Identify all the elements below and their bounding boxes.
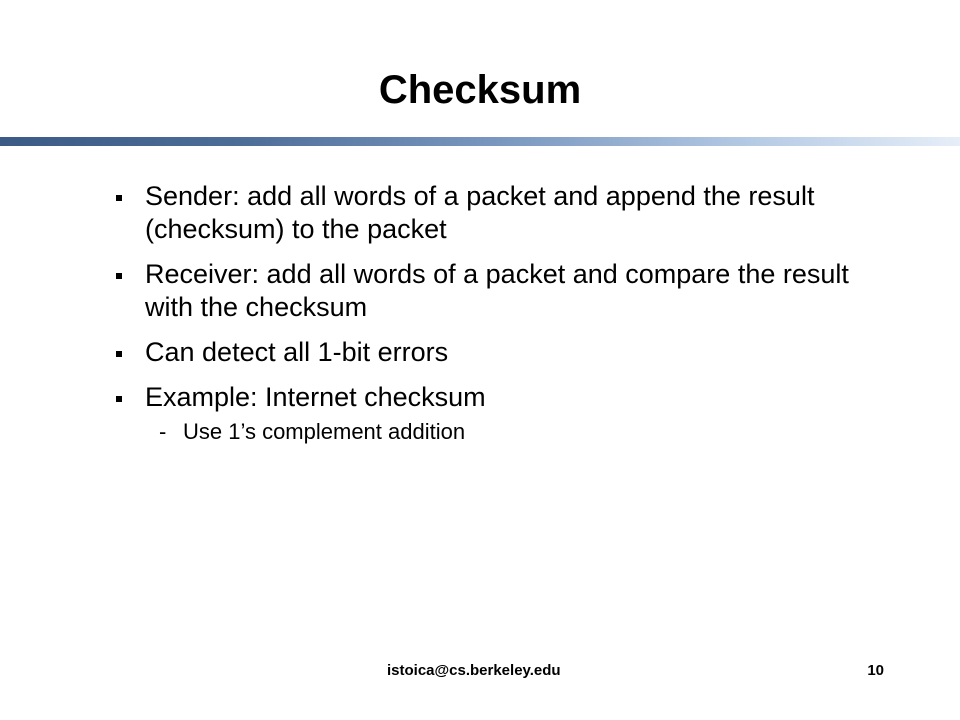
bullet-item: [116, 381, 856, 414]
bullet-text: Sender: add all words of a packet and append the result (checksum) to the packet: [145, 181, 815, 244]
dash-bullet-icon: -: [159, 419, 167, 444]
square-bullet-icon: [116, 351, 122, 357]
bullet-list: [116, 180, 856, 446]
bullet-item: [116, 180, 856, 246]
bullet-text: Can detect all 1-bit errors: [145, 337, 449, 367]
bullet-text: Receiver: add all words of a packet and compare the result with the checksum: [145, 259, 849, 322]
square-bullet-icon: [116, 396, 122, 402]
sub-bullet-text: Use 1’s complement addition: [183, 419, 466, 444]
page-number: 10: [867, 662, 884, 679]
bullet-item: [116, 336, 856, 369]
square-bullet-icon: [116, 273, 122, 279]
title-divider: [0, 137, 960, 146]
square-bullet-icon: [116, 195, 122, 201]
bullet-item: [116, 258, 856, 324]
footer-email: istoica@cs.berkeley.edu: [387, 662, 561, 679]
slide-title: Checksum: [378, 68, 582, 112]
bullet-text: Example: Internet checksum: [145, 382, 486, 412]
sub-bullet-item: [116, 418, 856, 446]
